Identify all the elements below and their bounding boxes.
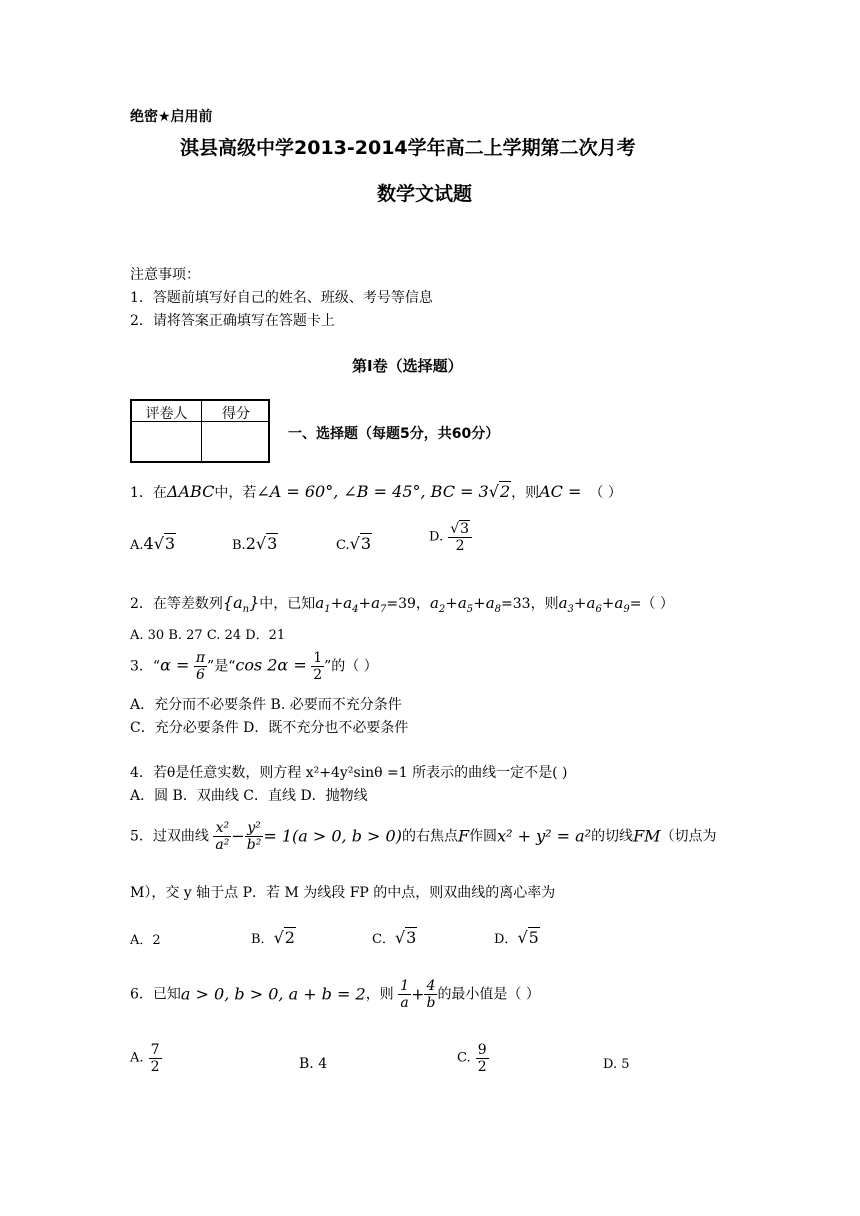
q6-option-c: C. $\frac{9}{2}$ bbox=[457, 1042, 487, 1075]
question-5: 5．过双曲线 $\frac{\text{x²}}{\text{a²}}$ − $\frac{\text{y²}}{\text{b²}}$ = 1(a > 0, b > 0)的右焦点F作圆x² + y² = a²的切线FM（切点为 bbox=[130, 820, 717, 853]
q6-option-a: A. $\frac{7}{2}$ bbox=[130, 1042, 160, 1075]
score-table bbox=[130, 399, 270, 463]
notice-item-2: 2．请将答案正确填写在答题卡上 bbox=[130, 313, 335, 329]
q5-option-c: C．√3 bbox=[372, 928, 417, 947]
q6-option-d: D. 5 bbox=[603, 1057, 630, 1072]
q2-options: A. 30 B. 27 C. 24 D．21 bbox=[130, 628, 286, 643]
q5-option-a: A．2 bbox=[130, 933, 161, 948]
q5-option-d: D．√5 bbox=[494, 928, 539, 947]
score-table-score-header: 得分 bbox=[222, 406, 250, 422]
q3-options-cd: C．充分必要条件 D．既不充分也不必要条件 bbox=[130, 720, 409, 736]
question-2: 2．在等差数列$\{a_n\}$中，已知$a_1+a_4+a_7=39$，$a_2+a_5+a_8=33$，则$a_3+a_6+a_9=$（ ） bbox=[130, 593, 674, 616]
q6-option-b: B. 4 bbox=[299, 1056, 328, 1072]
section-heading: 一、选择题（每题5分，共60分） bbox=[288, 426, 500, 442]
question-1: 1．在ΔABC中，若∠A = 60°, ∠B = 45°, BC = 3√2，则AC = （ ） bbox=[130, 482, 622, 501]
score-table-grader-header: 评卷人 bbox=[145, 406, 188, 422]
q1-option-b: B.2√3 bbox=[232, 534, 278, 553]
confidential-mark: 绝密★启用前 bbox=[130, 109, 213, 125]
notice-item-1: 1．答题前填写好自己的姓名、班级、考号等信息 bbox=[130, 290, 433, 306]
q1-option-a: A.4√3 bbox=[130, 534, 176, 553]
question-3: 3．“α = $\frac{\pi}{6}$ ”是“cos 2α = $\frac{1}{2}$ ”的（ ） bbox=[130, 650, 378, 683]
q1-option-c: C.√3 bbox=[336, 534, 372, 553]
exam-title: 淇县高级中学2013-2014学年高二上学期第二次月考 bbox=[180, 137, 636, 159]
q5-option-b: B．√2 bbox=[251, 928, 295, 947]
question-5-line-2: M），交 y 轴于点 P．若 M 为线段 FP 的中点，则双曲线的离心率为 bbox=[130, 885, 556, 901]
q1-option-d: D. $\frac{√3}{2}$ bbox=[429, 521, 472, 554]
section-title: 第Ⅰ卷（选择题） bbox=[352, 357, 463, 375]
question-4: 4．若θ是任意实数，则方程 x²+4y²sinθ =1 所表示的曲线一定不是( ) bbox=[130, 765, 568, 781]
exam-subtitle: 数学文试题 bbox=[377, 183, 473, 205]
notice-heading: 注意事项： bbox=[130, 267, 200, 283]
q3-options-ab: A．充分而不必要条件 B. 必要而不充分条件 bbox=[130, 697, 402, 713]
question-6: 6．已知a > 0, b > 0, a + b = 2，则 $\frac{1}{a}$ + $\frac{4}{b}$ 的最小值是（ ） bbox=[130, 978, 540, 1011]
q4-options: A．圆 B．双曲线 C．直线 D．抛物线 bbox=[130, 788, 368, 804]
